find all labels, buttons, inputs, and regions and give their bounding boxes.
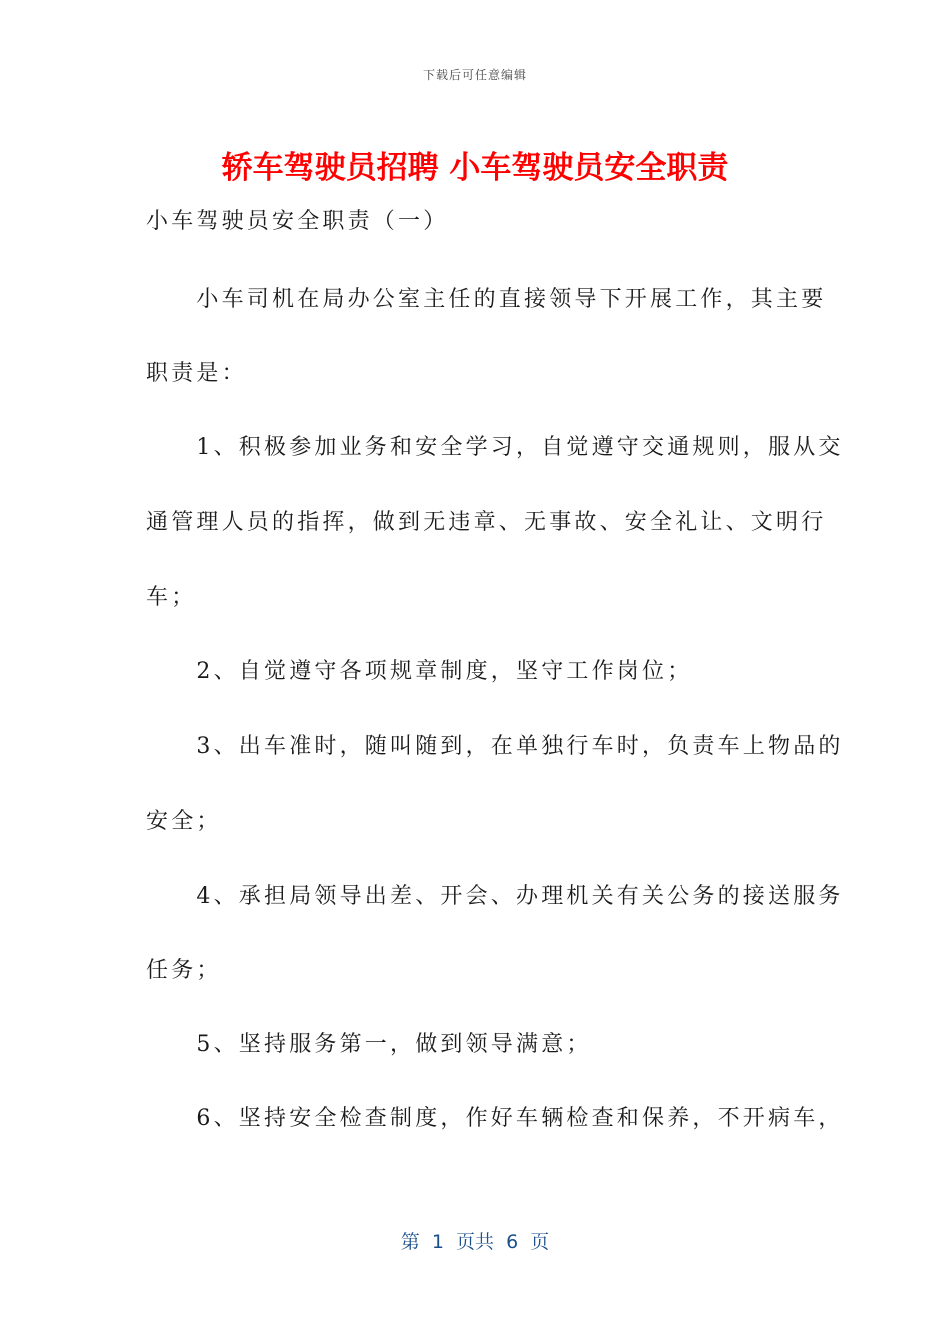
header-note: 下载后可任意编辑 xyxy=(422,68,527,82)
body-line: 职责是： xyxy=(146,361,247,386)
page-number-footer: 第 1 页共 6 页 xyxy=(400,1231,550,1253)
body-line: 小车司机在局办公室主任的直接领导下开展工作，其主要 xyxy=(146,287,827,312)
body-line: 任务； xyxy=(146,958,222,983)
body-line: 车； xyxy=(146,585,197,610)
body-line: 5、坚持服务第一，做到领导满意； xyxy=(146,1032,592,1057)
body-line: 通管理人员的指挥，做到无违章、无事故、安全礼让、文明行 xyxy=(146,510,827,535)
body-line: 安全； xyxy=(146,809,222,834)
body-line: 4、承担局领导出差、开会、办理机关有关公务的接送服务 xyxy=(146,884,844,909)
body-line: 3、出车准时，随叫随到，在单独行车时，负责车上物品的 xyxy=(146,734,844,759)
body-line: 6、坚持安全检查制度，作好车辆检查和保养，不开病车， xyxy=(146,1106,844,1131)
section-subtitle: 小车驾驶员安全职责（一） xyxy=(146,209,449,234)
document-title: 轿车驾驶员招聘 小车驾驶员安全职责 xyxy=(221,150,729,186)
body-line: 1、积极参加业务和安全学习，自觉遵守交通规则，服从交 xyxy=(146,435,844,460)
body-line: 2、自觉遵守各项规章制度，坚守工作岗位； xyxy=(146,659,693,684)
